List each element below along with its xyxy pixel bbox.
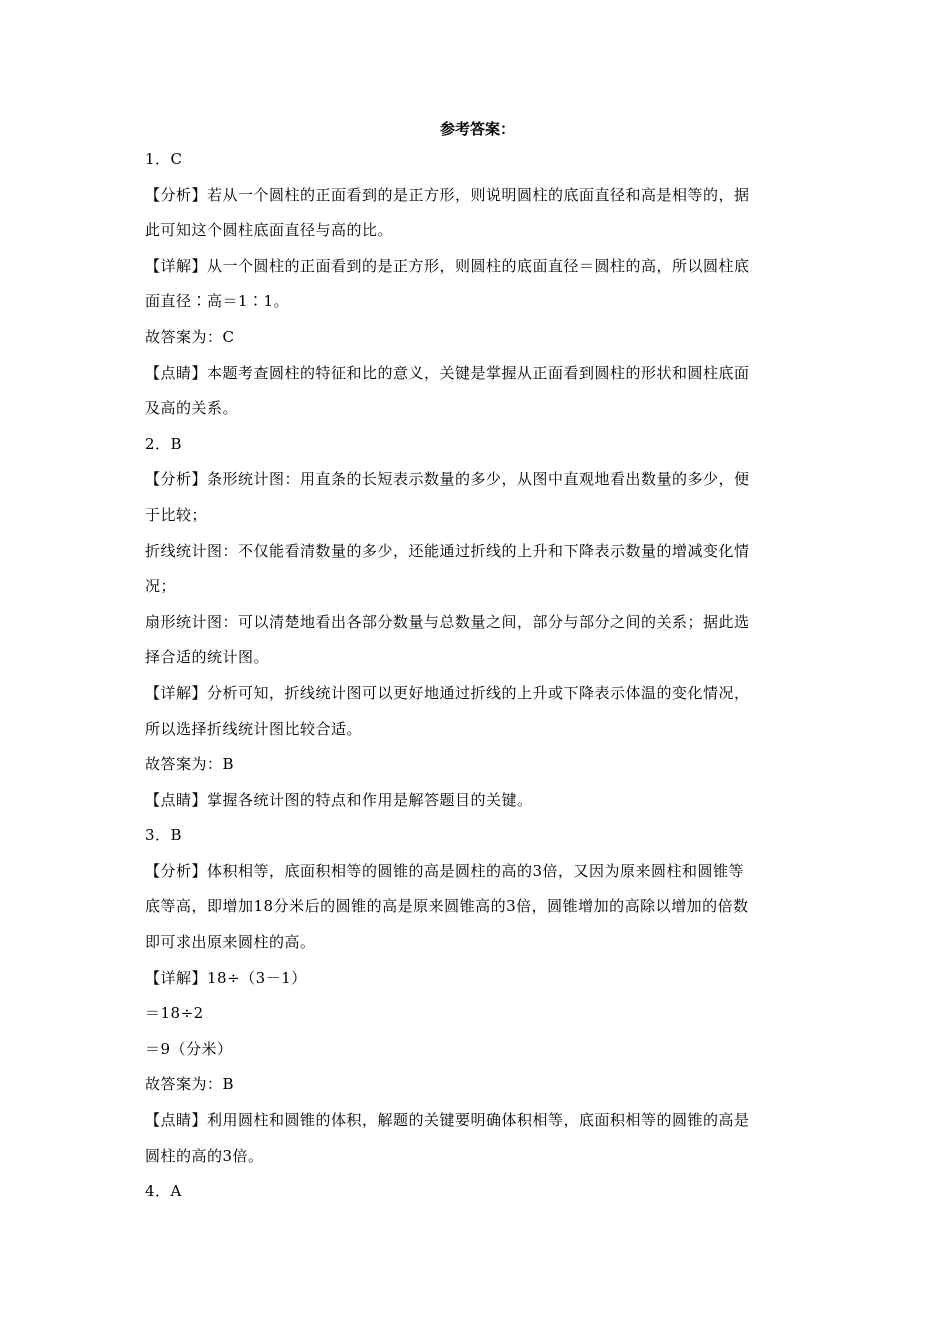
- answer-2-analysis-line-6: 择合适的统计图。: [145, 648, 270, 667]
- answer-1-comment-line-1: 【点睛】本题考查圆柱的特征和比的意义，关键是掌握从正面看到圆柱的形状和圆柱底面: [145, 363, 750, 382]
- answer-2-analysis-line-4: 况；: [145, 577, 177, 596]
- answer-3-header: 3．B: [145, 826, 183, 845]
- page-title: 参考答案：: [439, 120, 515, 138]
- answer-2-analysis-line-1: 【分析】条形统计图：用直条的长短表示数量的多少，从图中直观地看出数量的多少，便: [145, 470, 750, 489]
- answer-2-detail-line-2: 所以选择折线统计图比较合适。: [145, 719, 363, 738]
- answer-2-analysis-line-3: 折线统计图：不仅能看清数量的多少，还能通过折线的上升和下降表示数量的增减变化情: [145, 541, 750, 560]
- answer-1-analysis-line-2: 此可知这个圆柱底面直径与高的比。: [145, 221, 394, 240]
- answer-4-header: 4．A: [145, 1182, 182, 1201]
- answer-2-final: 故答案为：B: [145, 755, 235, 774]
- answer-3-comment-line-1: 【点睛】利用圆柱和圆锥的体积，解题的关键要明确体积相等，底面积相等的圆锥的高是: [145, 1111, 750, 1130]
- answer-2-analysis-line-2: 于比较；: [145, 505, 208, 524]
- answer-3-final: 故答案为：B: [145, 1075, 235, 1094]
- answer-3-analysis-line-2: 底等高，即增加18分米后的圆锥的高是原来圆锥高的3倍，圆锥增加的高除以增加的倍数: [145, 897, 749, 916]
- answer-1-header: 1．C: [145, 150, 183, 168]
- answer-3-analysis-line-3: 即可求出原来圆柱的高。: [145, 933, 316, 952]
- answer-1-detail-line-2: 面直径∶高＝1∶1。: [145, 292, 290, 311]
- answer-2-detail-line-1: 【详解】分析可知，折线统计图可以更好地通过折线的上升或下降表示体温的变化情况，: [145, 683, 750, 702]
- answer-page: [145, 118, 810, 1210]
- answer-3-detail-line-3: ＝9（分米）: [145, 1039, 233, 1058]
- answer-3-detail-line-2: ＝18÷2: [145, 1004, 204, 1023]
- answer-2-analysis-line-5: 扇形统计图：可以清楚地看出各部分数量与总数量之间，部分与部分之间的关系；据此选: [145, 612, 750, 631]
- answer-2-comment: 【点睛】掌握各统计图的特点和作用是解答题目的关键。: [145, 790, 533, 809]
- answer-1-analysis-line-1: 【分析】若从一个圆柱的正面看到的是正方形，则说明圆柱的底面直径和高是相等的，据: [145, 185, 750, 204]
- answer-3-comment-line-2: 圆柱的高的3倍。: [145, 1146, 264, 1165]
- answer-1-final: 故答案为：C: [145, 327, 235, 346]
- answer-1-comment-line-2: 及高的关系。: [145, 399, 239, 418]
- answer-3-detail-line-1: 【详解】18÷（3－1）: [145, 968, 307, 987]
- answer-1-detail-line-1: 【详解】从一个圆柱的正面看到的是正方形，则圆柱的底面直径＝圆柱的高，所以圆柱底: [145, 256, 750, 275]
- answer-2-header: 2．B: [145, 434, 183, 453]
- answer-3-analysis-line-1: 【分析】体积相等，底面积相等的圆锥的高是圆柱的高的3倍，又因为原来圆柱和圆锥等: [145, 861, 745, 880]
- answer-body: [145, 142, 810, 1210]
